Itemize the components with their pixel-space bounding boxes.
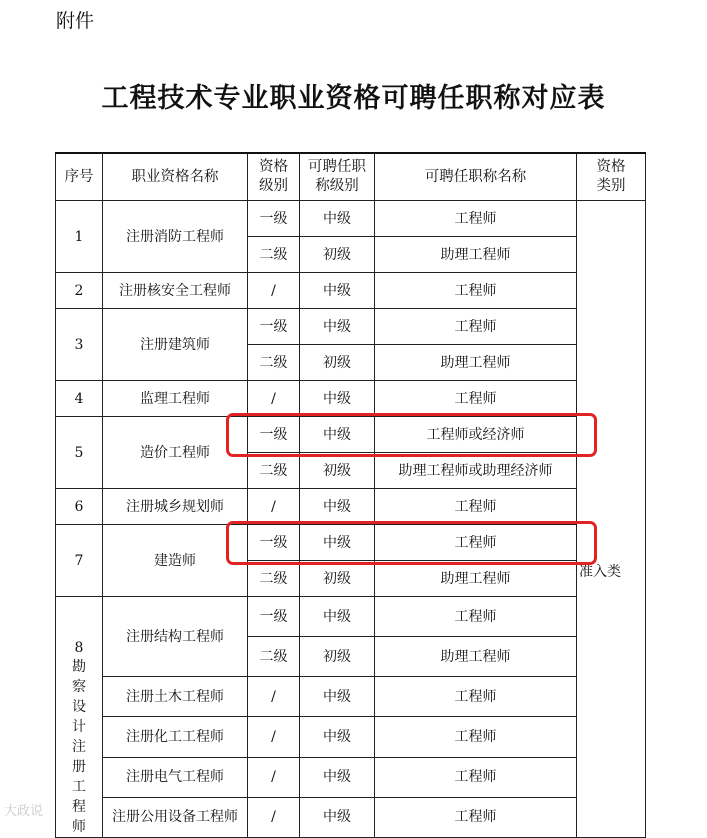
title-level: 中级	[300, 525, 375, 561]
title-name: 工程师	[375, 677, 577, 717]
header-category-text: 资格类别	[596, 159, 626, 194]
title-name: 助理工程师	[375, 637, 577, 677]
table-row	[56, 677, 646, 717]
qualification-level: 一级	[248, 597, 300, 637]
row-index: 7	[56, 525, 103, 597]
qualification-level: /	[248, 273, 300, 309]
qualification-name: 监理工程师	[103, 381, 248, 417]
qualification-level: 二级	[248, 237, 300, 273]
header-title-name: 可聘任职称名称	[375, 153, 577, 201]
title-level: 初级	[300, 561, 375, 597]
title-name: 工程师	[375, 201, 577, 237]
title-level: 中级	[300, 717, 375, 757]
title-level: 中级	[300, 797, 375, 837]
title-level: 初级	[300, 453, 375, 489]
table-row	[56, 201, 646, 237]
header-title-level-text: 可聘任职称级别	[308, 159, 366, 194]
qualification-level: 一级	[248, 525, 300, 561]
qualification-level: 一级	[248, 417, 300, 453]
table-row	[56, 757, 646, 797]
qualification-category: 准入类	[577, 201, 646, 838]
row-index: 4	[56, 381, 103, 417]
title-name: 工程师	[375, 309, 577, 345]
header-level-text: 资格级别	[259, 159, 288, 194]
header-index: 序号	[56, 153, 103, 201]
qualification-name: 注册公用设备工程师	[103, 797, 248, 837]
qualification-name: 注册城乡规划师	[103, 489, 248, 525]
row-index: 3	[56, 309, 103, 381]
title-level: 中级	[300, 309, 375, 345]
table-row	[56, 309, 646, 345]
title-name: 工程师或经济师	[375, 417, 577, 453]
qualification-level: /	[248, 381, 300, 417]
table-row	[56, 525, 646, 561]
attachment-label: 附件	[56, 10, 95, 32]
qualification-name: 注册建筑师	[103, 309, 248, 381]
qualification-name: 注册电气工程师	[103, 757, 248, 797]
header-title-level	[300, 153, 375, 201]
title-name: 工程师	[375, 717, 577, 757]
document-title: 工程技术专业职业资格可聘任职称对应表	[101, 83, 606, 114]
title-level: 中级	[300, 201, 375, 237]
title-name: 助理工程师	[375, 345, 577, 381]
qualification-name: 注册化工工程师	[103, 717, 248, 757]
title-level: 中级	[300, 381, 375, 417]
qualification-level: /	[248, 757, 300, 797]
title-name: 助理工程师	[375, 237, 577, 273]
table-row	[56, 417, 646, 453]
table-header-row	[56, 153, 646, 201]
row-index: 1	[56, 201, 103, 273]
qualification-name: 注册结构工程师	[103, 597, 248, 677]
title-level: 初级	[300, 637, 375, 677]
title-name: 工程师	[375, 597, 577, 637]
qualification-level: /	[248, 677, 300, 717]
title-name: 工程师	[375, 489, 577, 525]
qualification-name: 建造师	[103, 525, 248, 597]
qualification-level: 二级	[248, 637, 300, 677]
table-row	[56, 381, 646, 417]
qualification-name: 注册消防工程师	[103, 201, 248, 273]
title-level: 中级	[300, 597, 375, 637]
title-level: 中级	[300, 273, 375, 309]
row-index: 2	[56, 273, 103, 309]
qualification-level: 一级	[248, 309, 300, 345]
table-row	[56, 797, 646, 837]
qualification-table	[55, 152, 646, 838]
title-level: 初级	[300, 345, 375, 381]
row-index: 8	[74, 640, 84, 656]
qualification-level: 二级	[248, 453, 300, 489]
table-row	[56, 273, 646, 309]
qualification-level: 二级	[248, 561, 300, 597]
title-level: 中级	[300, 677, 375, 717]
group-label: 勘察设计注册工程师	[72, 659, 86, 835]
title-name: 工程师	[375, 525, 577, 561]
qualification-name: 造价工程师	[103, 417, 248, 489]
title-name: 工程师	[375, 757, 577, 797]
table-row	[56, 717, 646, 757]
title-level: 初级	[300, 237, 375, 273]
header-qualification-name: 职业资格名称	[103, 153, 248, 201]
row-index-group	[56, 597, 103, 838]
qualification-level: /	[248, 717, 300, 757]
qualification-name: 注册核安全工程师	[103, 273, 248, 309]
group-label-vertical	[56, 639, 102, 837]
header-category	[577, 153, 646, 201]
qualification-level: 一级	[248, 201, 300, 237]
qualification-level: /	[248, 797, 300, 837]
row-index: 5	[56, 417, 103, 489]
watermark: 大政说	[4, 804, 44, 819]
qualification-level: 二级	[248, 345, 300, 381]
title-level: 中级	[300, 489, 375, 525]
header-level	[248, 153, 300, 201]
table-row	[56, 597, 646, 637]
qualification-name: 注册土木工程师	[103, 677, 248, 717]
qualification-level: /	[248, 489, 300, 525]
title-name: 工程师	[375, 273, 577, 309]
row-index: 6	[56, 489, 103, 525]
title-level: 中级	[300, 757, 375, 797]
table-row	[56, 489, 646, 525]
title-name: 助理工程师或助理经济师	[375, 453, 577, 489]
title-name: 工程师	[375, 797, 577, 837]
title-name: 工程师	[375, 381, 577, 417]
title-level: 中级	[300, 417, 375, 453]
title-name: 助理工程师	[375, 561, 577, 597]
